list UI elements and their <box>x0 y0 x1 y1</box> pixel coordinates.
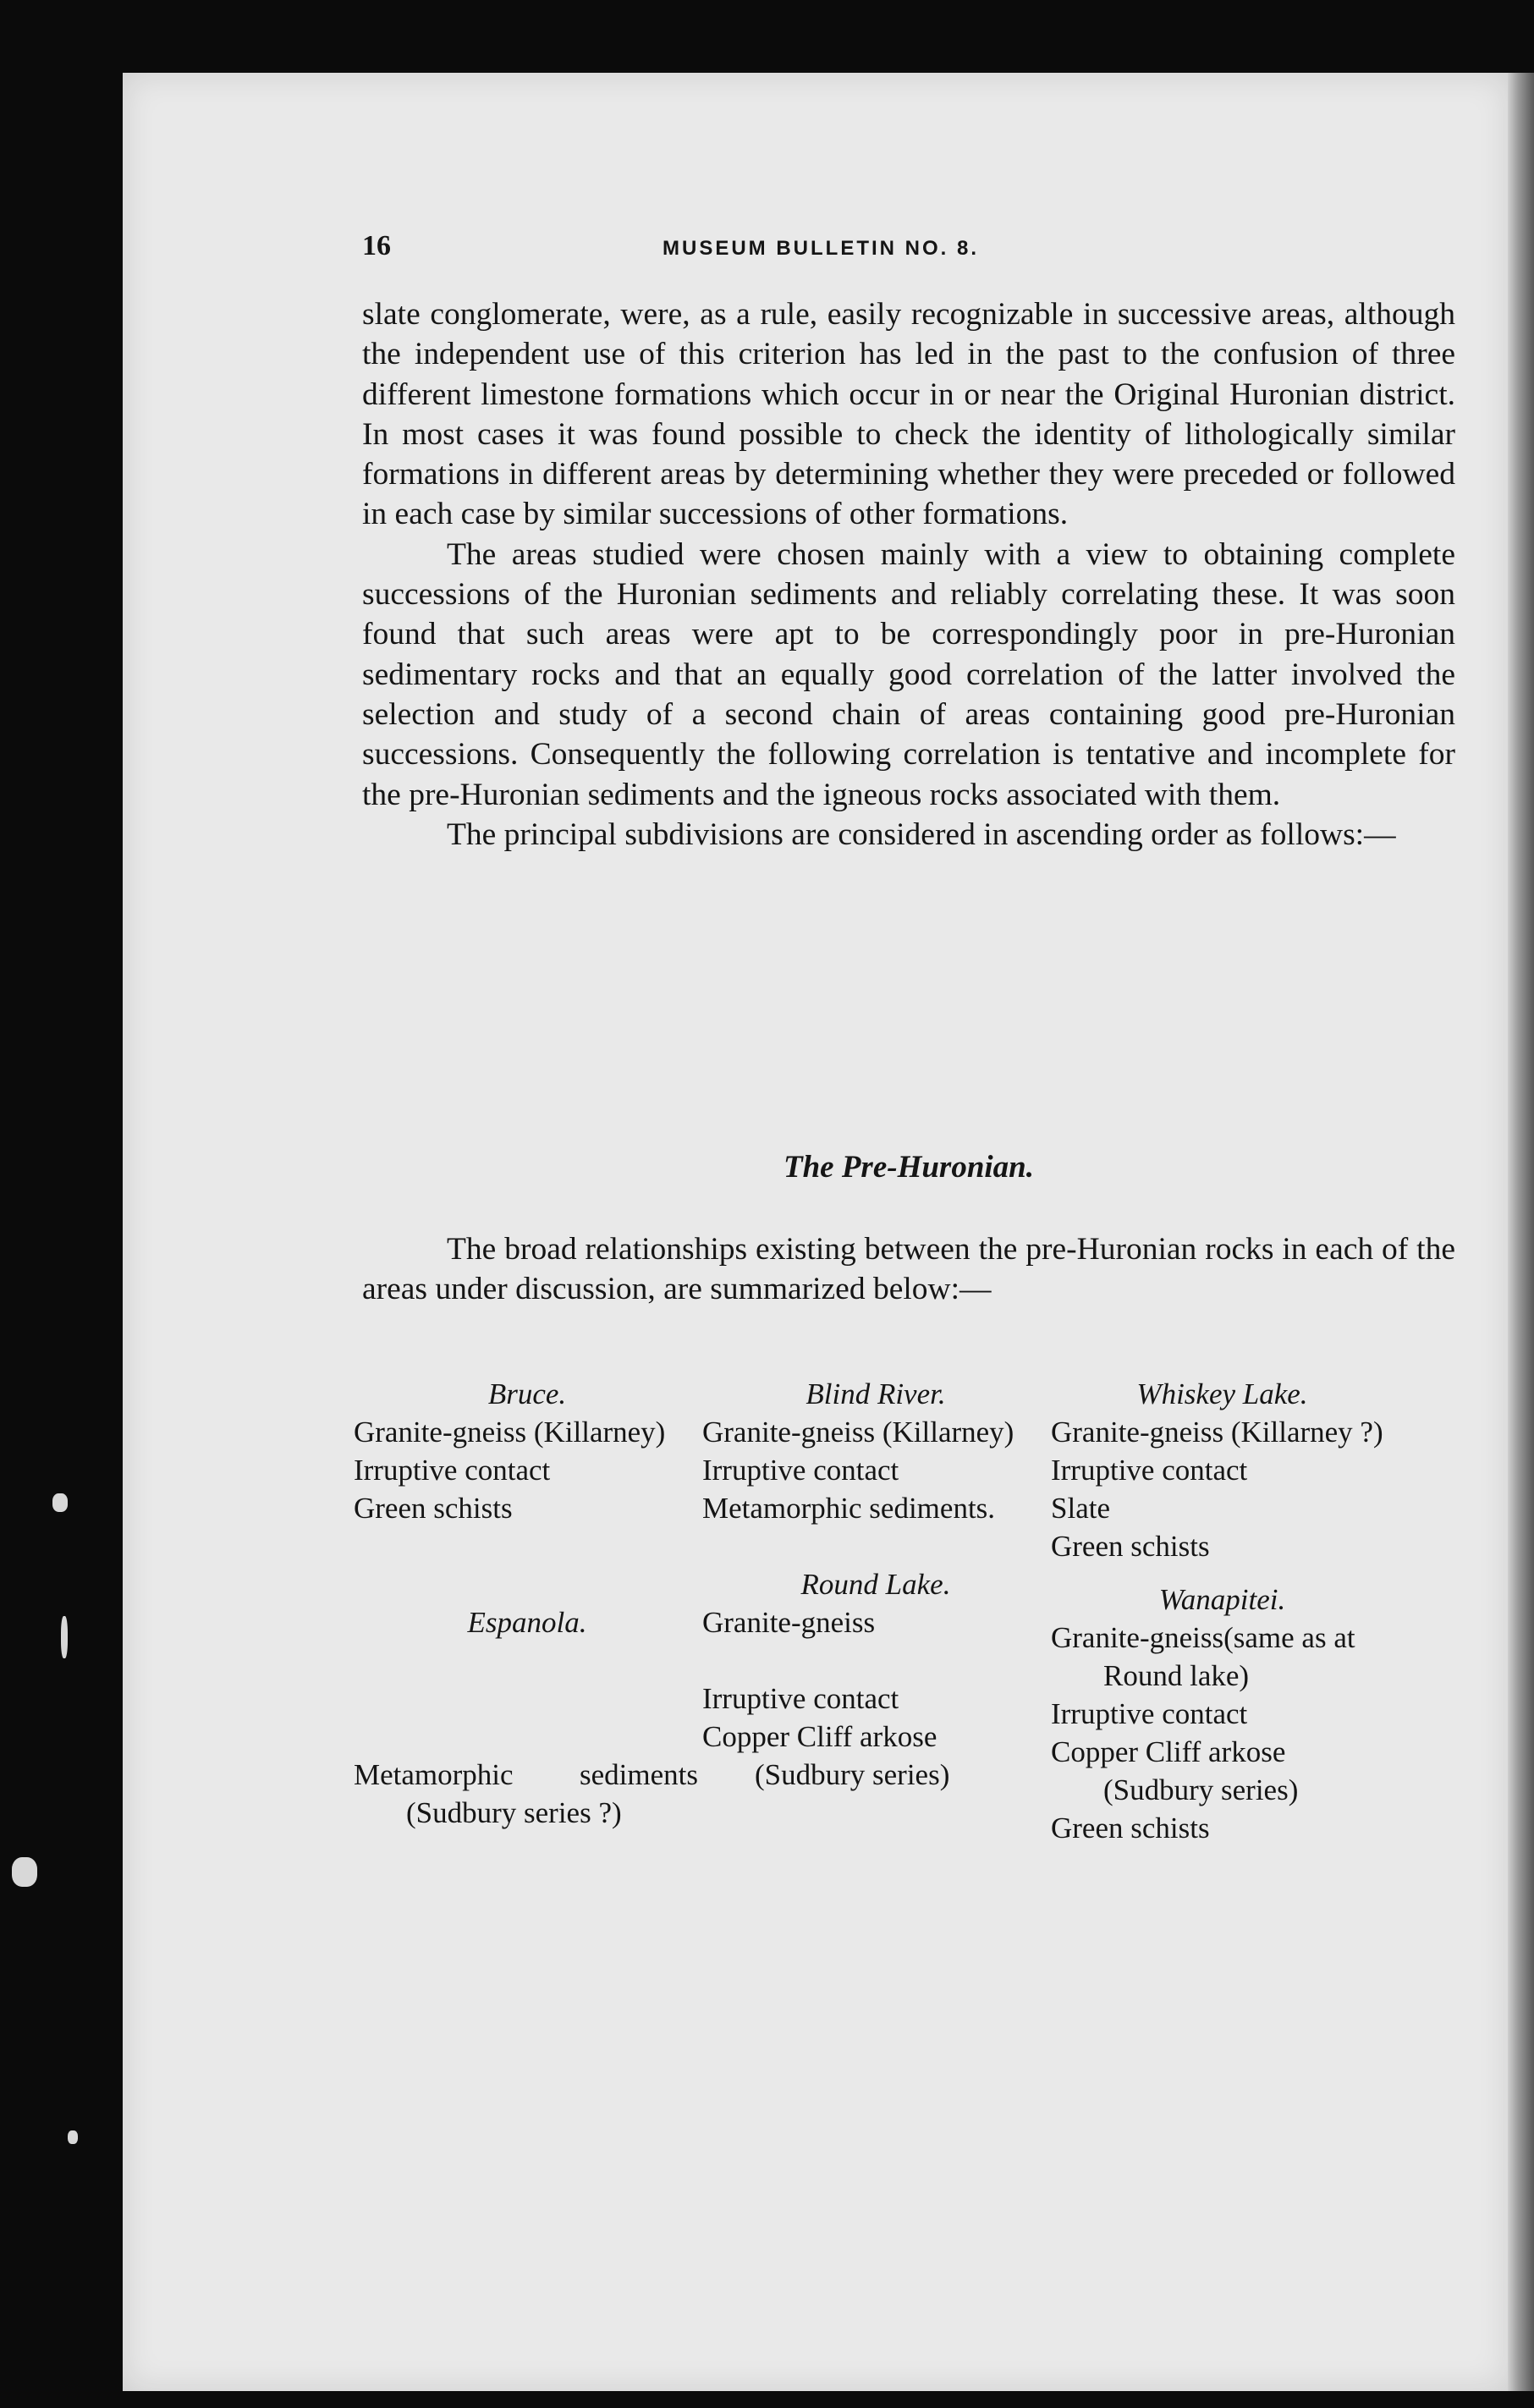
scan-speck <box>68 2130 78 2144</box>
list-item: Irruptive contact <box>702 1682 899 1715</box>
list-item: Green schists <box>1051 1530 1210 1563</box>
list-item: Granite-gneiss (Killarney) <box>354 1416 666 1449</box>
section-heading: The Pre-Huronian. <box>783 1150 1035 1185</box>
column-left <box>354 1375 701 1832</box>
column-right <box>1051 1375 1394 1847</box>
area-name-wanapitei: Wanapitei. <box>1158 1583 1286 1616</box>
area-name-whiskey-lake: Whiskey Lake. <box>1136 1377 1308 1410</box>
list-item: Granite-gneiss (Killarney) <box>702 1416 1014 1449</box>
page-header <box>362 230 1455 272</box>
area-name-bruce: Bruce. <box>487 1377 567 1410</box>
list-item: Granite-gneiss(same as at Round lake) <box>1051 1621 1355 1692</box>
list-item: Granite-gneiss (Killarney ?) <box>1051 1416 1383 1449</box>
paragraph: The areas studied were chosen mainly with a view to obtaining complete successions of the Huronian sediments and reliably correlating these. It was soon found that such areas were apt to be correspondingly poor in pre-Huronian sedimentary rocks and that an equally good correlation of the latter involved the selection and study of a second chain of areas containing good pre-Huronian successions. Consequently the following correlation is tentative and incomplete for the pre-Huronian sediments and the igneous rocks associated with them. <box>362 536 1455 812</box>
scan-speck <box>61 1616 68 1658</box>
page-number: 16 <box>362 230 391 261</box>
paragraph: The principal subdivisions are considered in ascending order as follows:— <box>447 816 1396 852</box>
list-item: Irruptive contact <box>1051 1454 1248 1487</box>
area-name-blind-river: Blind River. <box>805 1377 946 1410</box>
area-comparison <box>354 1375 1454 1967</box>
list-item: Metamorphic sediments (Sudbury series ?) <box>354 1758 698 1829</box>
scan-speck <box>12 1857 37 1887</box>
list-item: Irruptive contact <box>702 1454 899 1487</box>
list-item: Metamorphic sediments. <box>702 1492 996 1525</box>
list-item: Slate <box>1051 1492 1110 1525</box>
page-edge-shadow <box>1508 73 1534 2391</box>
list-item: Irruptive contact <box>354 1454 551 1487</box>
list-item: Green schists <box>1051 1811 1210 1844</box>
area-name-espanola: Espanola. <box>467 1606 587 1639</box>
scan-speck <box>52 1493 68 1512</box>
paragraph: slate conglomerate, were, as a rule, easily recognizable in successive areas, although the independent use of this criterion has led in the past to the confusion of three different limestone formations which occur in or near the Original Huronian district. In most cases it was found possible to check the identity of lithologically similar formations in different areas by determining whether they were preceded or followed in each case by similar successions of other formations. <box>362 297 1455 532</box>
list-item: Green schists <box>354 1492 513 1525</box>
list-item: Copper Cliff arkose (Sudbury series) <box>1051 1735 1299 1806</box>
list-item: Irruptive contact <box>1051 1697 1248 1730</box>
running-head: MUSEUM BULLETIN NO. 8. <box>663 237 980 260</box>
paragraph: The broad relationships existing between the pre-Huronian rocks in each of the areas under discussion, are summarized below:— <box>362 1232 1455 1307</box>
area-name-round-lake: Round Lake. <box>800 1568 951 1601</box>
list-item: Granite-gneiss <box>702 1606 876 1639</box>
body-text <box>362 294 1455 855</box>
section-intro <box>362 1229 1455 1310</box>
list-item: Copper Cliff arkose (Sudbury series) <box>702 1720 950 1791</box>
column-middle <box>702 1375 1049 1794</box>
